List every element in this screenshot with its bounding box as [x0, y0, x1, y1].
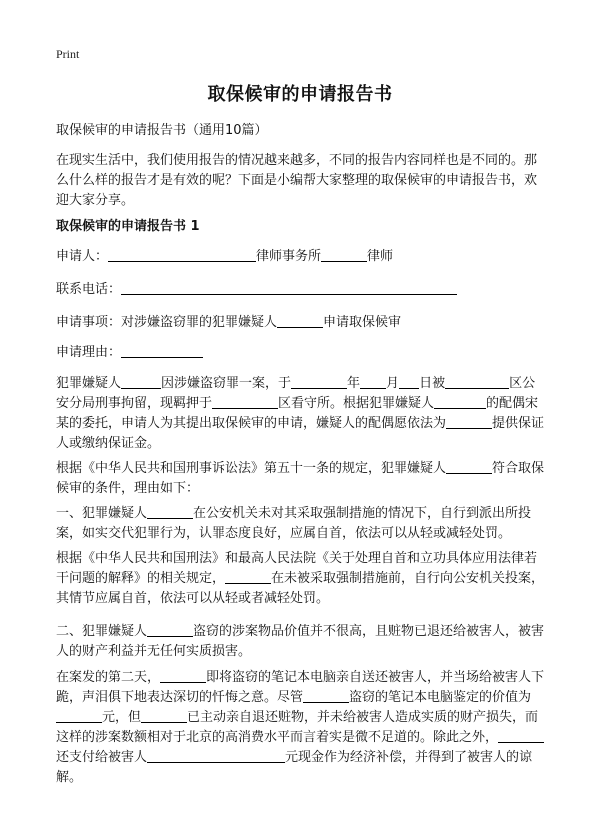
fill-blank — [225, 569, 271, 584]
intro-paragraph: 在现实生活中，我们使用报告的情况越来越多，不同的报告内容同样也是不同的。那么什么样的报告才是有效的呢？下面是小编帮大家整理的取保候审的申请报告书，欢迎大家分享。 — [56, 153, 538, 208]
fill-blank — [446, 459, 492, 474]
fill-blank — [160, 668, 206, 683]
fill-blank — [141, 708, 187, 723]
fill-blank — [445, 374, 509, 389]
print-link[interactable]: Print — [56, 47, 80, 61]
fill-blank — [121, 374, 161, 389]
fill-blank — [446, 414, 492, 429]
text-run: 因涉嫌盗窃罪一案，于 — [161, 376, 292, 391]
text-run: 盗窃的涉案物品价值并不很高，且赃物已退还给被害人，被害人的财产利益并无任何实质损害。 — [56, 624, 545, 659]
text-run: 一、犯罪嫌疑人 — [56, 506, 148, 521]
matter-suffix: 申请取保候审 — [323, 315, 402, 330]
document-subtitle: 取保候审的申请报告书（通用10篇） — [56, 123, 268, 138]
text-run: 根据《中华人民共和国刑事诉讼法》第五十一条的规定，犯罪嫌疑人 — [56, 461, 447, 476]
reason-label: 申请理由： — [56, 345, 122, 360]
fill-blank — [121, 343, 203, 358]
lawyer-label: 律师 — [367, 249, 394, 264]
criminal-law-paragraph — [56, 549, 546, 609]
text-run: 已主动亲自退还赃物，并未给被害人造成实质的财产损失，而这样的涉案数额相对于北京的高消费水平而言着实是微不足道的。除此之外， — [56, 710, 539, 745]
legal-basis-paragraph — [56, 459, 546, 499]
matter-prefix: 申请事项：对涉嫌盗窃罪的犯罪嫌疑人 — [56, 315, 278, 330]
text-run: 在未被采取强制措施前，自行向公安机关投案，其情节应属自首，依法可以从轻或者减轻处罚。 — [56, 571, 545, 606]
fill-blank — [56, 708, 102, 723]
text-run: 元现金作为经济补偿，并得到了被害人的谅解。 — [56, 750, 533, 785]
text-run: 元，但 — [102, 710, 142, 725]
section-heading: 取保候审的申请报告书 1 — [56, 219, 200, 234]
fill-blank — [147, 622, 193, 637]
fill-blank — [303, 688, 349, 703]
text-run: 在公安机关未对其采取强制措施的情况下，自行到派出所投案，如实交代犯罪行为，认罪态度良好，应属自首，依法可以从轻或减轻处罚。 — [56, 506, 532, 541]
reason-one-paragraph — [56, 504, 546, 544]
text-run: 盗窃的笔记本电脑鉴定的价值为 — [349, 690, 532, 705]
text-run: 区看守所。根据犯罪嫌疑人 — [278, 396, 435, 411]
fill-blank — [147, 504, 193, 519]
text-run: 的配偶宋某的委托，申请人为其提出取保候审的申请，嫌疑人的配偶愿依法为 — [56, 396, 539, 431]
reason-two-paragraph — [56, 622, 546, 662]
fill-blank — [108, 247, 256, 262]
fill-blank — [121, 280, 457, 295]
text-run: 提供保证人或缴纳保证金。 — [56, 416, 545, 451]
fill-blank — [212, 394, 278, 409]
phone-label: 联系电话： — [56, 282, 122, 297]
fill-blank — [434, 394, 486, 409]
text-run: 在案发的第二天， — [56, 670, 161, 685]
reason-line — [56, 343, 546, 363]
fill-blank — [321, 247, 367, 262]
restitution-paragraph — [56, 668, 546, 788]
fill-blank — [399, 374, 419, 389]
text-run: 还支付给被害人 — [56, 750, 148, 765]
text-run: 二、犯罪嫌疑人 — [56, 624, 148, 639]
text-run: 区公安分局刑事拘留，现羁押于 — [56, 376, 536, 411]
fill-blank — [360, 374, 386, 389]
fill-blank — [498, 728, 544, 743]
law-firm-label: 律师事务所 — [256, 249, 322, 264]
fill-blank — [291, 374, 347, 389]
applicant-line — [56, 247, 546, 267]
fill-blank — [277, 313, 323, 328]
text-run: 犯罪嫌疑人 — [56, 376, 122, 391]
document-title: 取保候审的申请报告书 — [207, 84, 393, 105]
fill-blank — [147, 748, 285, 763]
text-run: 日被 — [419, 376, 446, 391]
text-run: 根据《中华人民共和国刑法》和最高人民法院《关于处理自首和立功具体应用法律若干问题的解释》的相关规定， — [56, 551, 538, 586]
text-run: 月 — [386, 376, 400, 391]
text-run: 年 — [347, 376, 361, 391]
text-run: 符合取保候审的条件，理由如下： — [56, 461, 545, 496]
text-run: 即将盗窃的笔记本电脑亲自送还被害人，并当场给被害人下跪，声泪俱下地表达深切的忏悔之意。尽管 — [56, 670, 545, 705]
case-paragraph — [56, 374, 546, 454]
phone-line — [56, 280, 546, 300]
matter-line — [56, 313, 546, 333]
applicant-label: 申请人： — [56, 249, 109, 264]
